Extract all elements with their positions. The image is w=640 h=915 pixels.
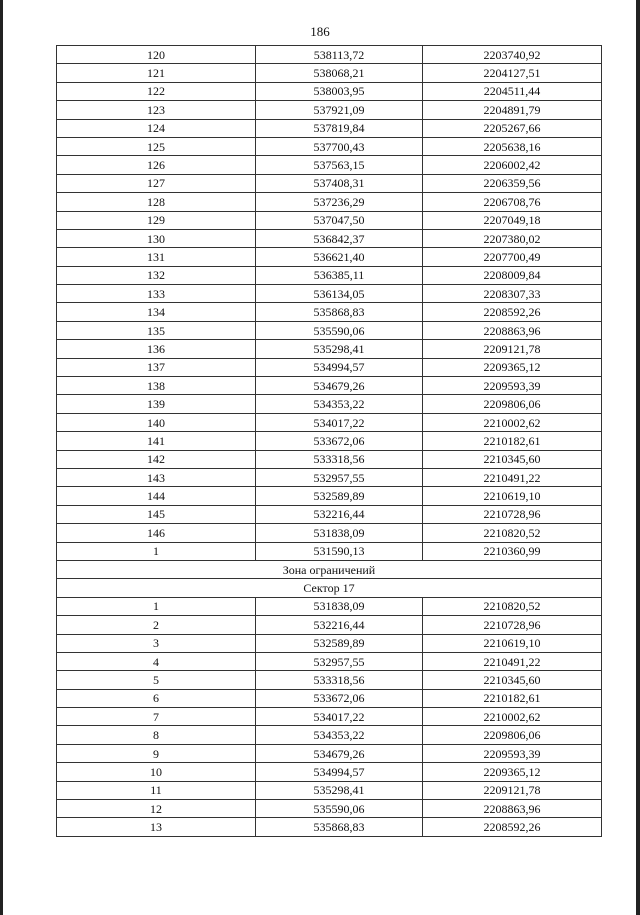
point-number: 145 bbox=[57, 505, 256, 523]
point-number: 4 bbox=[57, 652, 256, 670]
coord-y: 2210002,62 bbox=[423, 708, 602, 726]
coord-x: 535590,06 bbox=[256, 321, 423, 339]
point-number: 129 bbox=[57, 211, 256, 229]
coord-x: 532216,44 bbox=[256, 505, 423, 523]
coord-y: 2209593,39 bbox=[423, 744, 602, 762]
coord-y: 2210182,61 bbox=[423, 432, 602, 450]
point-number: 130 bbox=[57, 229, 256, 247]
coord-y: 2210182,61 bbox=[423, 689, 602, 707]
coord-x: 537408,31 bbox=[256, 174, 423, 192]
table-row bbox=[57, 119, 602, 137]
coord-y: 2210002,62 bbox=[423, 413, 602, 431]
table-row bbox=[57, 597, 602, 615]
coord-x: 534353,22 bbox=[256, 395, 423, 413]
coord-y: 2207700,49 bbox=[423, 248, 602, 266]
point-number: 5 bbox=[57, 671, 256, 689]
point-number: 7 bbox=[57, 708, 256, 726]
point-number: 141 bbox=[57, 432, 256, 450]
coord-x: 533672,06 bbox=[256, 689, 423, 707]
point-number: 127 bbox=[57, 174, 256, 192]
table-section-b bbox=[57, 597, 602, 836]
coord-x: 537236,29 bbox=[256, 193, 423, 211]
table-row bbox=[57, 432, 602, 450]
table-row bbox=[57, 616, 602, 634]
coord-y: 2204891,79 bbox=[423, 101, 602, 119]
table-row bbox=[57, 395, 602, 413]
coord-x: 537700,43 bbox=[256, 137, 423, 155]
table-row bbox=[57, 468, 602, 486]
point-number: 12 bbox=[57, 800, 256, 818]
coord-y: 2208592,26 bbox=[423, 818, 602, 836]
coord-y: 2208307,33 bbox=[423, 285, 602, 303]
table-row bbox=[57, 303, 602, 321]
point-number: 128 bbox=[57, 193, 256, 211]
coord-y: 2210360,99 bbox=[423, 542, 602, 560]
coord-y: 2206002,42 bbox=[423, 156, 602, 174]
sector-title-row bbox=[57, 579, 602, 597]
coord-y: 2210728,96 bbox=[423, 616, 602, 634]
table-row bbox=[57, 285, 602, 303]
coord-y: 2210728,96 bbox=[423, 505, 602, 523]
coord-x: 532589,89 bbox=[256, 487, 423, 505]
table-row bbox=[57, 450, 602, 468]
coord-x: 535298,41 bbox=[256, 781, 423, 799]
table-row bbox=[57, 137, 602, 155]
table-row bbox=[57, 763, 602, 781]
zone-header-section bbox=[57, 560, 602, 597]
coord-x: 532957,55 bbox=[256, 468, 423, 486]
coord-x: 536621,40 bbox=[256, 248, 423, 266]
table-row bbox=[57, 229, 602, 247]
coord-y: 2204511,44 bbox=[423, 82, 602, 100]
point-number: 1 bbox=[57, 597, 256, 615]
coord-x: 535590,06 bbox=[256, 800, 423, 818]
table-row bbox=[57, 800, 602, 818]
point-number: 8 bbox=[57, 726, 256, 744]
table-row bbox=[57, 708, 602, 726]
table-row bbox=[57, 487, 602, 505]
point-number: 131 bbox=[57, 248, 256, 266]
table-row bbox=[57, 542, 602, 560]
table-row bbox=[57, 82, 602, 100]
coord-y: 2205638,16 bbox=[423, 137, 602, 155]
point-number: 146 bbox=[57, 524, 256, 542]
coord-x: 536385,11 bbox=[256, 266, 423, 284]
coord-y: 2209365,12 bbox=[423, 358, 602, 376]
table-row bbox=[57, 689, 602, 707]
scan-edge-right bbox=[636, 0, 640, 915]
point-number: 124 bbox=[57, 119, 256, 137]
table-row bbox=[57, 505, 602, 523]
table-row bbox=[57, 101, 602, 119]
table-row bbox=[57, 652, 602, 670]
coordinates-table bbox=[56, 45, 602, 837]
table-row bbox=[57, 248, 602, 266]
zone-title: Зона ограничений bbox=[57, 560, 602, 578]
coord-x: 534994,57 bbox=[256, 763, 423, 781]
table-row bbox=[57, 726, 602, 744]
point-number: 143 bbox=[57, 468, 256, 486]
table-row bbox=[57, 174, 602, 192]
table-row bbox=[57, 671, 602, 689]
coord-y: 2209806,06 bbox=[423, 395, 602, 413]
table-row bbox=[57, 46, 602, 64]
coord-y: 2210820,52 bbox=[423, 597, 602, 615]
point-number: 136 bbox=[57, 340, 256, 358]
point-number: 137 bbox=[57, 358, 256, 376]
coord-x: 532589,89 bbox=[256, 634, 423, 652]
coord-x: 534679,26 bbox=[256, 377, 423, 395]
coord-x: 532216,44 bbox=[256, 616, 423, 634]
coord-y: 2207049,18 bbox=[423, 211, 602, 229]
table-row bbox=[57, 193, 602, 211]
point-number: 123 bbox=[57, 101, 256, 119]
coord-y: 2209121,78 bbox=[423, 781, 602, 799]
coord-x: 533318,56 bbox=[256, 671, 423, 689]
point-number: 132 bbox=[57, 266, 256, 284]
coord-y: 2210619,10 bbox=[423, 634, 602, 652]
coord-x: 534017,22 bbox=[256, 708, 423, 726]
table-row bbox=[57, 524, 602, 542]
point-number: 6 bbox=[57, 689, 256, 707]
table-row bbox=[57, 321, 602, 339]
coord-x: 537047,50 bbox=[256, 211, 423, 229]
point-number: 121 bbox=[57, 64, 256, 82]
table-row bbox=[57, 634, 602, 652]
point-number: 142 bbox=[57, 450, 256, 468]
point-number: 140 bbox=[57, 413, 256, 431]
point-number: 138 bbox=[57, 377, 256, 395]
point-number: 11 bbox=[57, 781, 256, 799]
coord-y: 2208592,26 bbox=[423, 303, 602, 321]
table-row bbox=[57, 211, 602, 229]
coord-y: 2209806,06 bbox=[423, 726, 602, 744]
coord-x: 534679,26 bbox=[256, 744, 423, 762]
coord-y: 2210491,22 bbox=[423, 652, 602, 670]
coord-x: 531590,13 bbox=[256, 542, 423, 560]
point-number: 10 bbox=[57, 763, 256, 781]
scan-edge-left bbox=[0, 0, 3, 915]
coord-x: 531838,09 bbox=[256, 597, 423, 615]
coord-y: 2205267,66 bbox=[423, 119, 602, 137]
coord-y: 2209121,78 bbox=[423, 340, 602, 358]
point-number: 135 bbox=[57, 321, 256, 339]
coord-x: 537819,84 bbox=[256, 119, 423, 137]
coord-x: 537921,09 bbox=[256, 101, 423, 119]
coord-x: 531838,09 bbox=[256, 524, 423, 542]
point-number: 122 bbox=[57, 82, 256, 100]
coord-x: 538113,72 bbox=[256, 46, 423, 64]
coord-x: 536842,37 bbox=[256, 229, 423, 247]
coord-x: 538068,21 bbox=[256, 64, 423, 82]
point-number: 120 bbox=[57, 46, 256, 64]
coord-x: 534353,22 bbox=[256, 726, 423, 744]
coord-y: 2206359,56 bbox=[423, 174, 602, 192]
table-row bbox=[57, 266, 602, 284]
coord-y: 2210619,10 bbox=[423, 487, 602, 505]
point-number: 2 bbox=[57, 616, 256, 634]
table-row bbox=[57, 358, 602, 376]
coord-x: 534994,57 bbox=[256, 358, 423, 376]
point-number: 9 bbox=[57, 744, 256, 762]
coord-y: 2209593,39 bbox=[423, 377, 602, 395]
coord-y: 2208863,96 bbox=[423, 800, 602, 818]
coord-x: 532957,55 bbox=[256, 652, 423, 670]
point-number: 134 bbox=[57, 303, 256, 321]
table-row bbox=[57, 818, 602, 836]
point-number: 125 bbox=[57, 137, 256, 155]
coord-x: 535868,83 bbox=[256, 818, 423, 836]
table-row bbox=[57, 156, 602, 174]
coord-y: 2208863,96 bbox=[423, 321, 602, 339]
coord-y: 2210345,60 bbox=[423, 450, 602, 468]
table-row bbox=[57, 744, 602, 762]
coord-y: 2209365,12 bbox=[423, 763, 602, 781]
coord-y: 2210345,60 bbox=[423, 671, 602, 689]
coord-y: 2208009,84 bbox=[423, 266, 602, 284]
sector-title: Сектор 17 bbox=[57, 579, 602, 597]
coord-x: 535298,41 bbox=[256, 340, 423, 358]
table-row bbox=[57, 64, 602, 82]
coord-y: 2204127,51 bbox=[423, 64, 602, 82]
page-number: 186 bbox=[310, 24, 330, 39]
coord-x: 537563,15 bbox=[256, 156, 423, 174]
table-section-a bbox=[57, 46, 602, 561]
coord-y: 2203740,92 bbox=[423, 46, 602, 64]
point-number: 139 bbox=[57, 395, 256, 413]
table-row bbox=[57, 377, 602, 395]
coord-y: 2210491,22 bbox=[423, 468, 602, 486]
point-number: 13 bbox=[57, 818, 256, 836]
coord-x: 535868,83 bbox=[256, 303, 423, 321]
table-row bbox=[57, 413, 602, 431]
point-number: 126 bbox=[57, 156, 256, 174]
coord-y: 2206708,76 bbox=[423, 193, 602, 211]
coord-x: 533672,06 bbox=[256, 432, 423, 450]
point-number: 144 bbox=[57, 487, 256, 505]
coord-x: 536134,05 bbox=[256, 285, 423, 303]
coord-y: 2207380,02 bbox=[423, 229, 602, 247]
zone-title-row bbox=[57, 560, 602, 578]
coord-x: 538003,95 bbox=[256, 82, 423, 100]
coord-x: 533318,56 bbox=[256, 450, 423, 468]
point-number: 1 bbox=[57, 542, 256, 560]
table-row bbox=[57, 781, 602, 799]
coord-x: 534017,22 bbox=[256, 413, 423, 431]
table-row bbox=[57, 340, 602, 358]
point-number: 3 bbox=[57, 634, 256, 652]
point-number: 133 bbox=[57, 285, 256, 303]
coord-y: 2210820,52 bbox=[423, 524, 602, 542]
